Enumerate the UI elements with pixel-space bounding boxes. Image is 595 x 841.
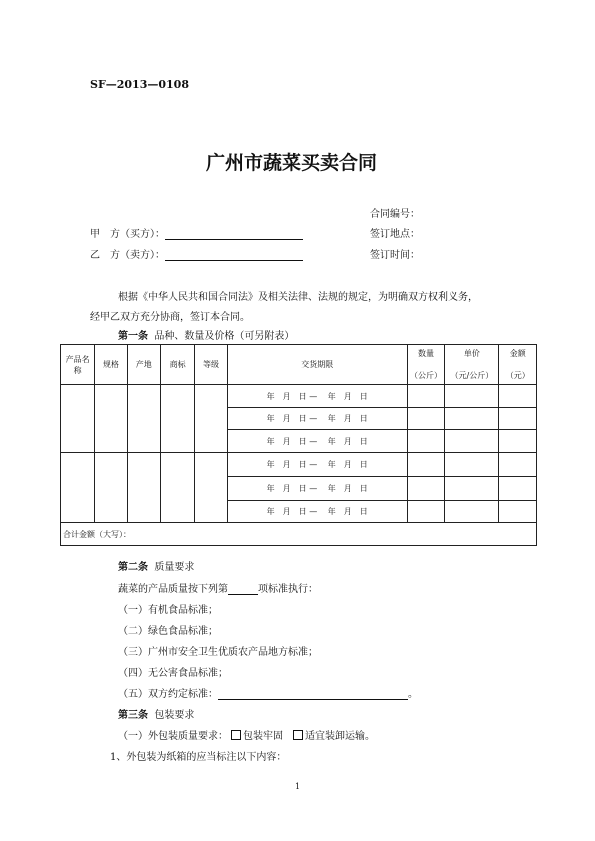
quality-item-5 <box>118 685 418 700</box>
article-1-heading <box>118 327 294 342</box>
price-cell[interactable] <box>445 430 499 453</box>
price-cell[interactable] <box>445 408 499 430</box>
spec-cell[interactable] <box>95 453 127 523</box>
price-cell[interactable] <box>445 501 499 523</box>
party-a-blank[interactable] <box>165 229 303 240</box>
sturdy-packaging-label: 包装牢固 <box>243 731 283 742</box>
header-brand: 商标 <box>160 345 194 385</box>
total-amount-cell[interactable]: 合计金额（大写）： <box>61 523 537 546</box>
qty-cell[interactable] <box>407 385 444 408</box>
sign-place-label: 签订地点： <box>370 229 420 240</box>
quality-lead-a: 蔬菜的产品质量按下列第 <box>118 584 228 595</box>
delivery-cell[interactable]: 年 月 日 — 年 月 日 <box>227 408 407 430</box>
loading-transport-checkbox[interactable] <box>293 730 303 740</box>
price-cell[interactable] <box>445 477 499 501</box>
delivery-cell[interactable]: 年 月 日 — 年 月 日 <box>227 477 407 501</box>
amount-cell[interactable] <box>499 501 537 523</box>
origin-cell[interactable] <box>127 385 160 453</box>
header-grade: 等级 <box>195 345 227 385</box>
amount-cell[interactable] <box>499 477 537 501</box>
intro-line-1: 根据《中华人民共和国合同法》及相关法律、法规的规定，为明确双方权利义务， <box>118 292 478 303</box>
article-2-text: 质量要求 <box>154 562 195 573</box>
carton-label-line: 1、外包装为纸箱的应当标注以下内容： <box>110 752 287 763</box>
quality-option-blank[interactable] <box>228 584 258 595</box>
sign-time-label: 签订时间： <box>370 250 420 261</box>
spec-cell[interactable] <box>95 385 127 453</box>
delivery-cell[interactable]: 年 月 日 — 年 月 日 <box>227 430 407 453</box>
header-spec: 规格 <box>95 345 127 385</box>
qty-cell[interactable] <box>407 430 444 453</box>
price-cell[interactable] <box>445 453 499 477</box>
amount-cell[interactable] <box>499 453 537 477</box>
total-row <box>61 523 537 546</box>
article-2-label: 第二条 <box>118 562 148 573</box>
product-cell[interactable] <box>61 385 95 453</box>
article-3-label: 第三条 <box>118 710 148 721</box>
qty-cell[interactable] <box>407 453 444 477</box>
outer-packaging-line <box>118 727 375 742</box>
header-product-line1: 产品名 <box>65 354 90 364</box>
brand-cell[interactable] <box>160 453 194 523</box>
article-3-heading <box>118 706 194 721</box>
quality-item-3: （三）广州市安全卫生优质农产品地方标准； <box>118 647 318 658</box>
product-cell[interactable] <box>61 453 95 523</box>
intro-line-2: 经甲乙双方充分协商，签订本合同。 <box>90 312 250 323</box>
quality-item-4: （四）无公害食品标准； <box>118 668 228 679</box>
article-1-text: 品种、数量及价格（可另附表） <box>154 331 295 342</box>
delivery-cell[interactable]: 年 月 日 — 年 月 日 <box>227 501 407 523</box>
table-row <box>61 385 537 408</box>
brand-cell[interactable] <box>160 385 194 453</box>
qty-cell[interactable] <box>407 408 444 430</box>
grade-cell[interactable] <box>195 385 227 453</box>
custom-standard-blank[interactable] <box>218 689 408 700</box>
quality-item-5-label: （五）双方约定标准： <box>118 689 218 700</box>
amount-cell[interactable] <box>499 430 537 453</box>
grade-cell[interactable] <box>195 453 227 523</box>
document-code: SF—2013—0108 <box>90 78 189 91</box>
quality-lead <box>118 580 318 595</box>
party-b-field <box>90 246 303 261</box>
page-number: 1 <box>295 782 301 791</box>
party-a-label: 甲 方（买方）： <box>90 229 165 240</box>
header-product-line2: 称 <box>73 365 82 375</box>
article-1-label: 第一条 <box>118 331 148 342</box>
amount-cell[interactable] <box>499 385 537 408</box>
qty-cell[interactable] <box>407 501 444 523</box>
quality-item-5-end: 。 <box>408 689 418 700</box>
loading-transport-label: 适宜装卸运输。 <box>305 731 375 742</box>
header-amount-label: 金额 <box>509 349 526 358</box>
article-3-text: 包装要求 <box>154 710 195 721</box>
delivery-cell[interactable]: 年 月 日 — 年 月 日 <box>227 453 407 477</box>
article-2-heading <box>118 558 194 573</box>
outer-packaging-label: （一）外包装质量要求： <box>118 731 228 742</box>
header-delivery: 交货期限 <box>227 345 407 385</box>
price-cell[interactable] <box>445 385 499 408</box>
header-price-label: 单价 <box>463 349 480 358</box>
qty-cell[interactable] <box>407 477 444 501</box>
product-table <box>60 344 537 546</box>
header-qty-unit: （公斤） <box>410 371 443 380</box>
amount-cell[interactable] <box>499 408 537 430</box>
header-amount-unit: （元） <box>505 371 530 380</box>
header-qty <box>407 345 444 385</box>
sturdy-packaging-checkbox[interactable] <box>231 730 241 740</box>
document-title: 广州市蔬菜买卖合同 <box>206 152 378 174</box>
contract-number-label: 合同编号： <box>370 209 420 220</box>
table-row <box>61 453 537 477</box>
quality-item-2: （二）绿色食品标准； <box>118 626 218 637</box>
party-b-blank[interactable] <box>165 250 303 261</box>
quality-lead-b: 项标准执行： <box>258 584 318 595</box>
header-price <box>445 345 499 385</box>
delivery-cell[interactable]: 年 月 日 — 年 月 日 <box>227 385 407 408</box>
header-product <box>61 345 95 385</box>
quality-item-1: （一）有机食品标准； <box>118 605 218 616</box>
origin-cell[interactable] <box>127 453 160 523</box>
header-price-unit: （元/公斤） <box>450 371 494 380</box>
party-b-label: 乙 方（卖方）： <box>90 250 165 261</box>
header-amount <box>499 345 537 385</box>
party-a-field <box>90 225 303 240</box>
header-origin: 产地 <box>127 345 160 385</box>
header-qty-label: 数量 <box>418 349 435 358</box>
